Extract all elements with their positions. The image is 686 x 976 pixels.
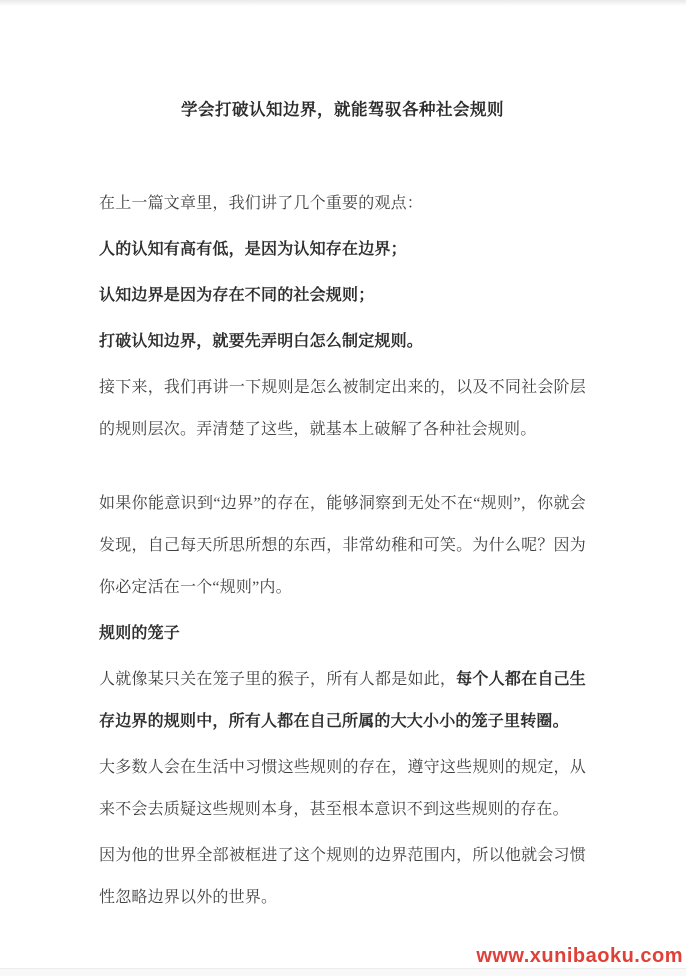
document-title: 学会打破认知边界，就能驾驭各种社会规则 xyxy=(181,100,504,119)
bold-text-run: 人的认知有高有低，是因为认知存在边界； xyxy=(99,241,407,258)
text-run: 在上一篇文章里，我们讲了几个重要的观点： xyxy=(99,195,424,212)
paragraph xyxy=(99,659,586,743)
section-heading xyxy=(99,613,586,655)
paragraph xyxy=(99,183,586,225)
paragraph xyxy=(99,367,586,451)
text-run: 因为他的世界全部被框进了这个规则的边界范围内，所以他就会习惯性忽略边界以外的世界。 xyxy=(99,847,586,906)
text-run: 人就像某只关在笼子里的猴子，所有人都是如此， xyxy=(99,671,457,688)
text-run: 如果你能意识到“边界”的存在，能够洞察到无处不在“规则”，你就会发现，自己每天所思所想的东西，非常幼稚和可笑。为什么呢？因为你必定活在一个“规则”内。 xyxy=(99,495,586,596)
paragraph xyxy=(99,229,586,271)
paragraph xyxy=(99,275,586,317)
watermark-text: www.xunibaoku.com xyxy=(476,945,683,967)
page-gap xyxy=(0,968,686,976)
blank-line xyxy=(99,455,586,483)
bold-text-run: 每个人都在自己生存边界的规则中，所有人都在自己所属的大大小小的笼子里转圈。 xyxy=(99,671,586,730)
bold-text-run: 认知边界是因为存在不同的社会规则； xyxy=(99,287,375,304)
text-run: 大多数人会在生活中习惯这些规则的存在，遵守这些规则的规定，从来不会去质疑这些规则本身，甚至根本意识不到这些规则的存在。 xyxy=(99,759,586,818)
paragraph xyxy=(99,483,586,609)
paragraph xyxy=(99,835,586,919)
document-body xyxy=(99,183,586,919)
paragraph xyxy=(99,747,586,831)
paragraph xyxy=(99,321,586,363)
bold-text-run: 打破认知边界，就要先弄明白怎么制定规则。 xyxy=(99,333,424,350)
bold-text-run: 规则的笼子 xyxy=(99,625,181,642)
text-run: 接下来，我们再讲一下规则是怎么被制定出来的，以及不同社会阶层的规则层次。弄清楚了这些，就基本上破解了各种社会规则。 xyxy=(99,379,586,438)
